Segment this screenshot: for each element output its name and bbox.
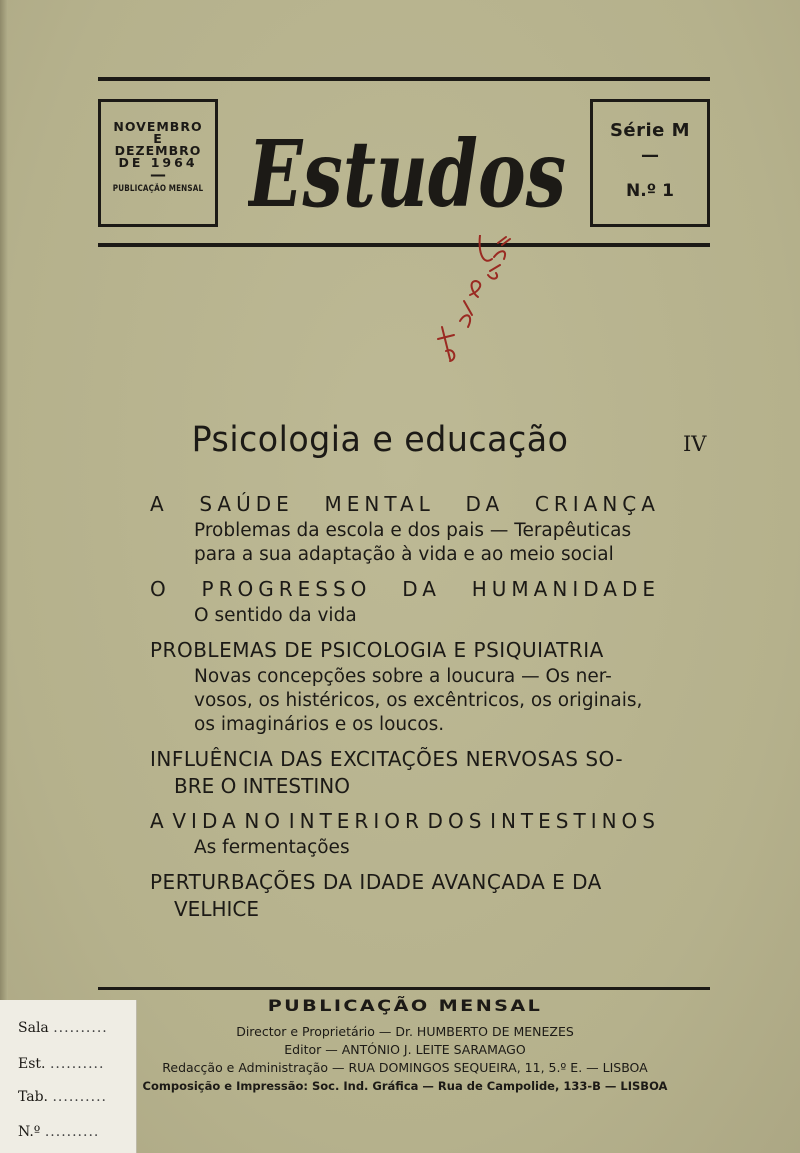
article-item (150, 745, 660, 799)
article-heading-continued: BRE O INTESTINO (174, 774, 350, 798)
series-label: Série M (609, 120, 691, 141)
article-subtitle: Novas concepções sobre a loucura — Os ner- (194, 666, 612, 687)
label-row (18, 1124, 99, 1140)
series-box (590, 99, 710, 227)
article-heading: PROBLEMAS DE PSICOLOGIA E PSIQUIATRIA (150, 638, 604, 662)
label-field: Sala (18, 1020, 49, 1036)
article-heading: A VIDA NO INTERIOR DOS INTESTINOS (150, 809, 660, 833)
issue-number: N.º 1 (625, 181, 675, 201)
article-item (150, 868, 660, 922)
article-subtitle: para a sua adaptação à vida e ao meio social (194, 544, 614, 565)
label-dots: .......... (49, 1056, 105, 1072)
label-row (18, 1056, 104, 1072)
footer-title: PUBLICAÇÃO MENSAL (267, 996, 543, 1015)
article-subtitle: As fermentações (194, 837, 350, 858)
article-subtitle: O sentido da vida (194, 605, 357, 626)
article-heading: O PROGRESSO DA HUMANIDADE (150, 577, 660, 601)
masthead-title-text: Estudos (248, 120, 566, 228)
article-heading: A SAÚDE MENTAL DA CRIANÇA (150, 492, 660, 516)
label-row (18, 1089, 107, 1105)
label-field: N.º (18, 1124, 41, 1140)
label-row (18, 1020, 108, 1036)
table-of-contents (150, 490, 660, 930)
top-rule (98, 77, 710, 81)
article-subtitle: os imaginários e os loucos. (194, 714, 445, 735)
handwritten-annotation (420, 235, 540, 375)
footer-redaction: Redacção e Administração — RUA DOMINGOS SEQUEIRA, 11, 5.º E. — LISBOA (162, 1060, 648, 1075)
date-box (98, 99, 218, 227)
label-dots: .......... (52, 1089, 107, 1105)
footer-composition: Composição e Impressão: Soc. Ind. Gráfica — Rua de Campolide, 133-B — LISBOA (142, 1079, 668, 1093)
masthead-logo (248, 118, 578, 228)
page-edge (0, 0, 8, 1153)
article-subtitle: vosos, os histéricos, os excêntricos, os originais, (194, 690, 643, 711)
date-line: E (153, 131, 163, 146)
masthead-rule (98, 243, 710, 247)
date-line: DEZEMBRO (114, 143, 202, 158)
cover-headline: Psicologia e educação (191, 420, 569, 460)
volume-number: IV (683, 432, 707, 456)
library-label (0, 1000, 137, 1153)
article-item (150, 636, 660, 737)
publication-type: PUBLICAÇÃO MENSAL (112, 184, 204, 194)
article-heading-continued: VELHICE (174, 897, 259, 921)
date-dash: — (150, 165, 166, 184)
series-dash: — (641, 145, 659, 166)
label-dots: .......... (53, 1020, 108, 1036)
article-item (150, 807, 660, 860)
footer (140, 996, 670, 1095)
label-field: Tab. (18, 1089, 49, 1105)
footer-director: Director e Proprietário — Dr. HUMBERTO DE MENEZES (236, 1024, 574, 1039)
article-heading: INFLUÊNCIA DAS EXCITAÇÕES NERVOSAS SO- (150, 747, 624, 771)
article-subtitle: Problemas da escola e dos pais — Terapêuticas (194, 520, 632, 541)
article-item (150, 575, 660, 628)
masthead-title (248, 118, 578, 228)
footer-editor: Editor — ANTÓNIO J. LEITE SARAMAGO (284, 1042, 526, 1057)
footer-rule (98, 987, 710, 990)
label-dots: .......... (44, 1124, 100, 1140)
date-line: NOVEMBRO (113, 119, 203, 134)
article-heading: PERTURBAÇÕES DA IDADE AVANÇADA E DA (150, 870, 602, 894)
label-field: Est. (18, 1056, 46, 1072)
article-item (150, 490, 660, 567)
date-line: DE 1964 (118, 155, 198, 170)
